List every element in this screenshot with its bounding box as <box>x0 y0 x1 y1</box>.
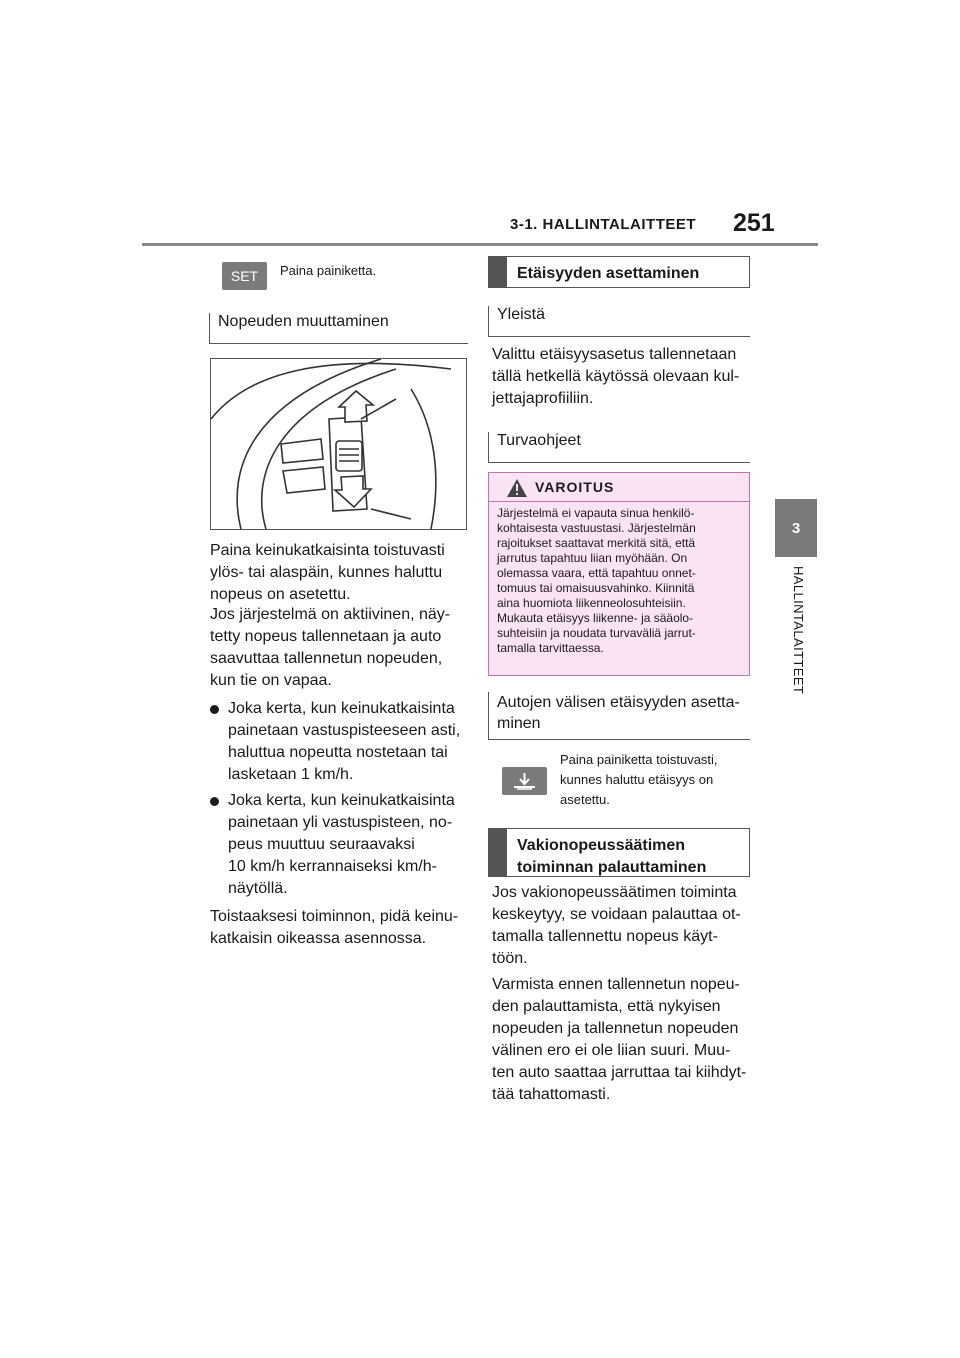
paragraph-resume: Jos vakionopeussäätimen toiminta keskeytyy, se voidaan palauttaa ot- tamalla tallennettu nopeus käyt- töön. <box>492 884 741 967</box>
warning-text: Järjestelmä ei vapauta sinua henkilö- kohtaisesta vastuustasi. Järjestelmän rajoitukset saattavat merkitä sitä, että jarrutus tapahtuu liian myöhään. On olemassa vaara, että tapahtuu onnet- tomuus tai omaisuusvahinko. Kiinnitä aina huomiota liikenneolosuhteisiin. Mukauta etäisyys liikenne- ja sääolo- suhteisiin ja noudata turvaväliä jarrut- tamalla tarvittaessa. <box>497 506 696 655</box>
heading-speed-change: Nopeuden muuttaminen <box>209 313 468 344</box>
warning-triangle-icon <box>507 479 527 497</box>
paragraph-general: Valittu etäisyysasetus tallennetaan tällä hetkellä käytössä olevaan kul- jettajaprofiiliin. <box>492 346 740 407</box>
header-divider <box>142 243 818 246</box>
page-number: 251 <box>733 209 775 237</box>
chapter-tab: 3 <box>775 499 817 557</box>
heading-adjust-distance: Autojen välisen etäisyyden asetta- minen <box>488 692 750 740</box>
distance-key-icon <box>502 767 547 795</box>
bullet-icon <box>210 705 219 714</box>
heading-resume: Vakionopeussäätimen toiminnan palauttaminen <box>488 828 750 877</box>
paragraph-resume-check: Varmista ennen tallennetun nopeu- den palauttamista, että nykyisen nopeuden ja tallennetun nopeuden välinen ero ei ole liian suuri. Muu- ten auto saattaa jarruttaa tai kiihdyt- tää tahattomasti. <box>492 976 747 1103</box>
warning-box <box>488 472 750 676</box>
bullet-icon <box>210 797 219 806</box>
bullet-item: Joka kerta, kun keinukatkaisinta painetaan vastuspisteeseen asti, haluttua nopeutta nostetaan tai lasketaan 1 km/h. <box>210 698 472 786</box>
steering-wheel-illustration <box>210 358 467 530</box>
chapter-label: HALLINTALAITTEET <box>791 566 806 695</box>
section-title: 3-1. HALLINTALAITTEET <box>510 216 697 233</box>
warning-title: VAROITUS <box>535 479 615 495</box>
bullet-item: Joka kerta, kun keinukatkaisinta painetaan yli vastuspisteen, no- peus muuttuu seuraavaksi 10 km/h kerrannaiseksi km/h- näytöllä. <box>210 790 472 900</box>
paragraph-active: Jos järjestelmä on aktiivinen, näy- tetty nopeus tallennetaan ja auto saavuttaa tallennetun nopeuden, kun tie on vapaa. <box>210 606 451 689</box>
distance-key-description: Paina painiketta toistuvasti, kunnes haluttu etäisyys on asetettu. <box>560 752 718 807</box>
paragraph-rocker: Paina keinukatkaisinta toistuvasti ylös- tai alaspäin, kunnes haluttu nopeus on asetettu. <box>210 542 445 603</box>
heading-general: Yleistä <box>488 306 750 337</box>
paragraph-repeat: Toistaaksesi toiminnon, pidä keinu- katkaisin oikeassa asennossa. <box>210 908 459 947</box>
set-key-description: Paina painiketta. <box>280 263 377 278</box>
rocker-switch-icon <box>211 359 466 529</box>
heading-safety: Turvaohjeet <box>488 432 750 463</box>
set-key-icon: SET <box>222 262 267 290</box>
heading-distance-setting: Etäisyyden asettaminen <box>488 256 750 288</box>
